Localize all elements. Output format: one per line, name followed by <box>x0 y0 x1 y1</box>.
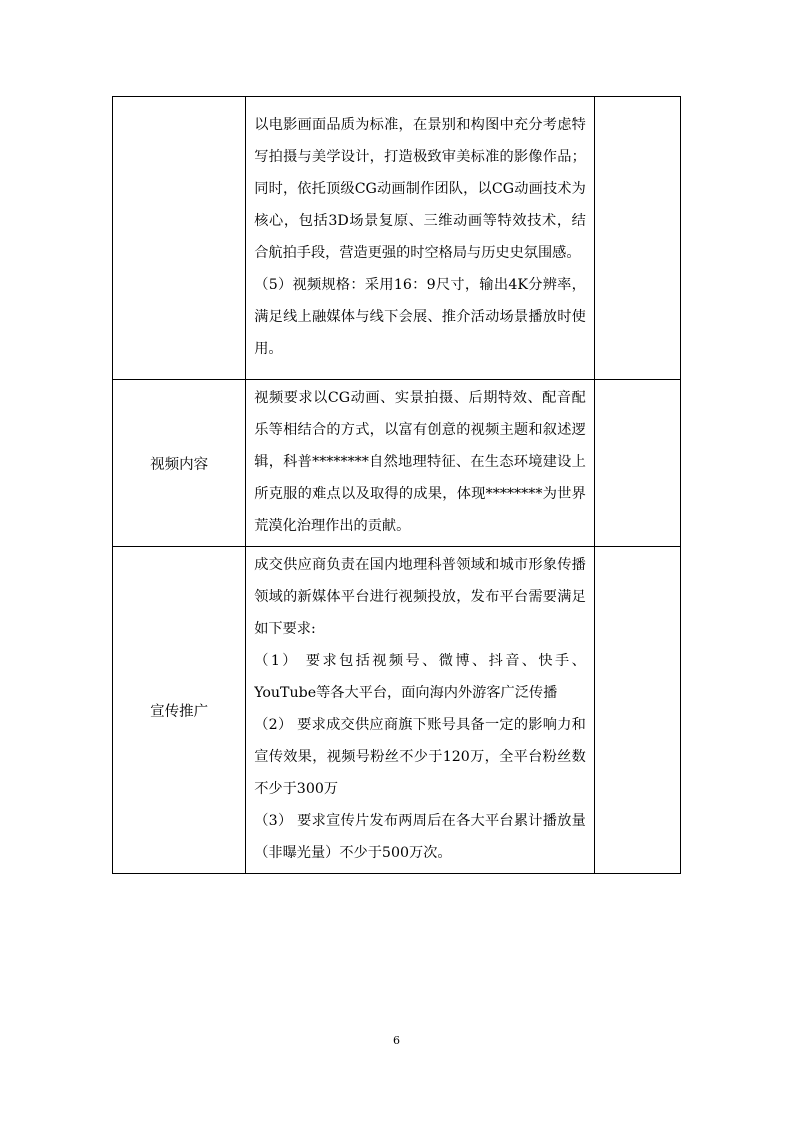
content-paragraph: 以电影画面品质为标准，在景别和构图中充分考虑特写拍摄与美学设计，打造极致审美标准的影像作品；同时，依托顶级CG动画制作团队，以CG动画技术为核心，包括3D场景复原、三维动画等特效技术，结合航拍手段，营造更强的时空格局与历史史氛围感。 <box>254 117 586 261</box>
row-note-cell <box>594 547 680 874</box>
row-label-cell: 视频内容 <box>113 380 246 547</box>
row-content-cell <box>246 380 595 547</box>
row-content-cell <box>246 97 595 380</box>
table-row-video-quality <box>113 97 681 380</box>
content-paragraph: （1） 要求包括视频号、微博、抖音、快手、YouTube等各大平台，面向海内外游客广泛传播 <box>254 653 586 701</box>
content-paragraph: （3） 要求宣传片发布两周后在各大平台累计播放量（非曝光量）不少于500万次。 <box>254 813 586 861</box>
page-number: 6 <box>393 1034 400 1047</box>
table-row-video-content <box>113 380 681 547</box>
row-note-cell <box>594 380 680 547</box>
row-label-cell <box>113 97 246 380</box>
content-paragraph: 成交供应商负责在国内地理科普领域和城市形象传播领域的新媒体平台进行视频投放，发布平台需要满足如下要求: <box>254 557 586 637</box>
table-row-promotion <box>113 547 681 874</box>
content-paragraph: （2） 要求成交供应商旗下账号具备一定的影响力和宣传效果，视频号粉丝不少于120万，全平台粉丝数不少于300万 <box>254 717 586 797</box>
row-label-cell: 宣传推广 <box>113 547 246 874</box>
row-note-cell <box>594 97 680 380</box>
content-paragraph: （5）视频规格：采用16：9尺寸，输出4K分辨率，满足线上融媒体与线下会展、推介活动场景播放时使用。 <box>254 277 586 357</box>
row-content-cell <box>246 547 595 874</box>
requirements-table <box>112 96 681 874</box>
content-paragraph: 视频要求以CG动画、实景拍摄、后期特效、配音配乐等相结合的方式，以富有创意的视频主题和叙述逻辑，科普********自然地理特征、在生态环境建设上所克服的难点以及取得的成果，体现********为世界荒漠化治理作出的贡献。 <box>254 390 586 534</box>
